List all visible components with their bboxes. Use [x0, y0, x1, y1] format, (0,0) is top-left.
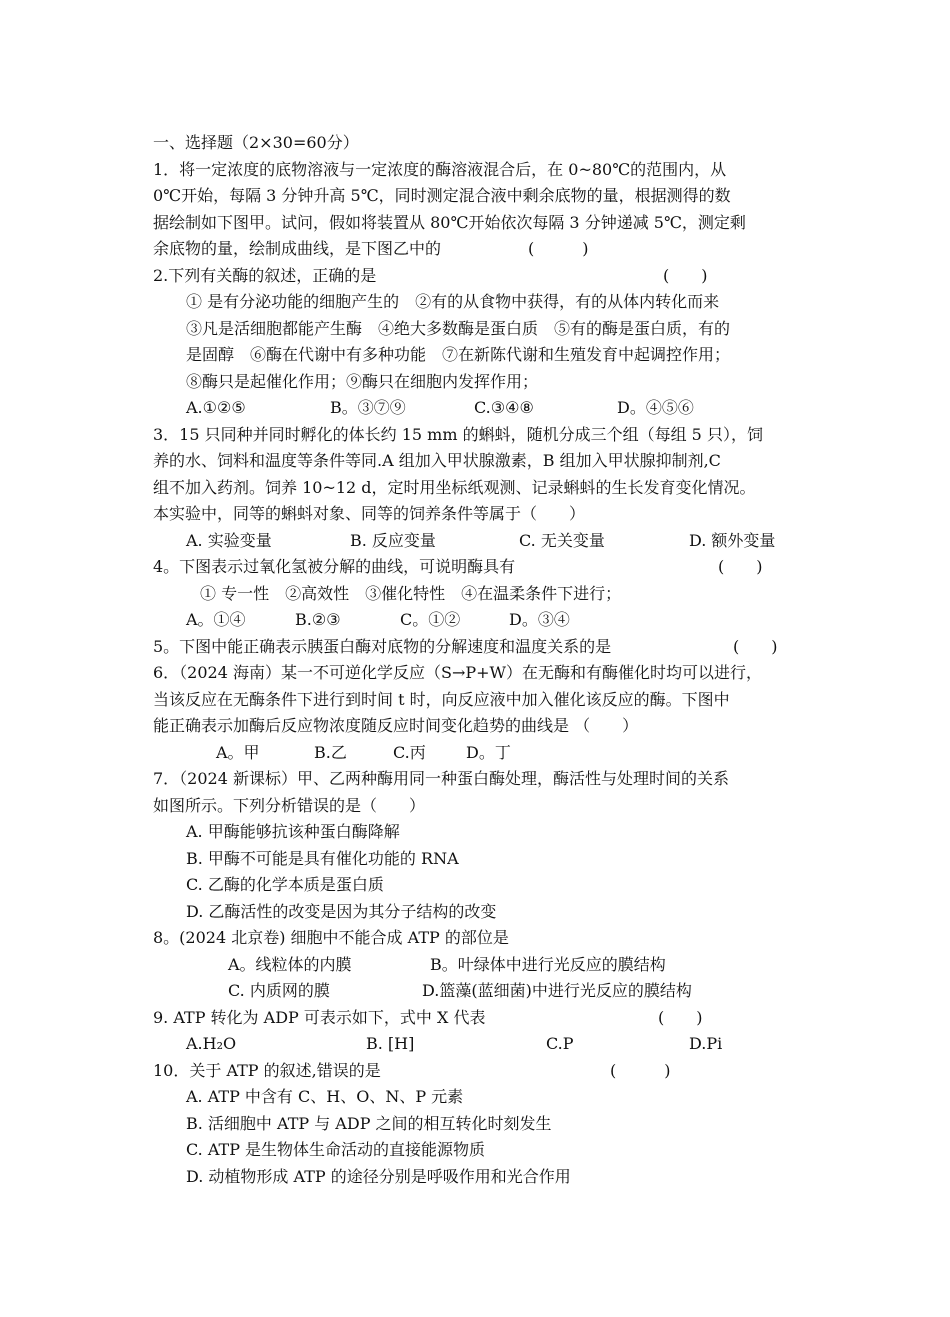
q1-line-3: 据绘制如下图甲。试问，假如将装置从 80℃开始依次每隔 3 分钟递减 5℃，测定剩 [153, 213, 746, 232]
q2-option-c: C.③④⑧ [474, 398, 534, 417]
q3-line-1: 3．15 只同种并同时孵化的体长约 15 mm 的蝌蚪，随机分成三个组（每组 5 只），饲 [153, 425, 763, 444]
q9-option-a: A.H₂O [186, 1034, 237, 1053]
q2-line-1: ① 是有分泌功能的细胞产生的 ②有的从食物中获得，有的从体内转化而来 [186, 292, 720, 311]
q9-option-c: C.P [546, 1034, 574, 1053]
section-heading: 一、选择题（2×30=60分） [153, 133, 359, 152]
q10-option-b: B. 活细胞中 ATP 与 ADP 之间的相互转化时刻发生 [186, 1114, 552, 1133]
q4-answer-paren: ( ) [718, 557, 763, 576]
q2-line-2: ③凡是活细胞都能产生酶 ④绝大多数酶是蛋白质 ⑤有的酶是蛋白质，有的 [186, 319, 731, 338]
q8-option-b: B。叶绿体中进行光反应的膜结构 [430, 955, 666, 974]
q9-stem: 9. ATP 转化为 ADP 可表示如下，式中 X 代表 [153, 1008, 486, 1027]
q10-option-d: D. 动植物形成 ATP 的途径分别是呼吸作用和光合作用 [186, 1167, 571, 1186]
q1-line-1: 1．将一定浓度的底物溶液与一定浓度的酶溶液混合后，在 0~80℃的范围内，从 [153, 160, 727, 179]
q7-line-1: 7．（2024 新课标）甲、乙两种酶用同一种蛋白酶处理，酶活性与处理时间的关系 [153, 769, 729, 788]
q4-option-c: C。①② [400, 610, 461, 629]
q6-option-c: C.丙 [393, 743, 426, 762]
q3-option-a: A. 实验变量 [186, 531, 272, 550]
q2-line-4: ⑧酶只是起催化作用；⑨酶只在细胞内发挥作用； [186, 372, 539, 391]
q7-option-d: D. 乙酶活性的改变是因为其分子结构的改变 [186, 902, 497, 921]
q8-option-c: C. 内质网的膜 [228, 981, 330, 1000]
q10-answer-paren: ( ) [610, 1061, 671, 1080]
q8-option-d: D.篮藻(蓝细菌)中进行光反应的膜结构 [422, 981, 692, 1000]
q6-option-d: D。丁 [466, 743, 511, 762]
q7-line-2: 如图所示。下列分析错误的是（ ） [153, 796, 426, 815]
q4-option-a: A。①④ [186, 610, 246, 629]
q6-line-1: 6．（2024 海南）某一不可逆化学反应（S→P+W）在无酶和有酶催化时均可以进行， [153, 663, 762, 682]
q10-stem: 10．关于 ATP 的叙述,错误的是 [153, 1061, 381, 1080]
q2-answer-paren: ( ) [663, 266, 708, 285]
q3-line-4: 本实验中，同等的蝌蚪对象、同等的饲养条件等属于（ ） [153, 504, 586, 523]
q2-option-b: B。③⑦⑨ [330, 398, 406, 417]
q5-stem: 5。下图中能正确表示胰蛋白酶对底物的分解速度和温度关系的是 [153, 637, 612, 656]
q7-option-b: B. 甲酶不可能是具有催化功能的 RNA [186, 849, 459, 868]
q3-line-3: 组不加入药剂。饲养 10~12 d，定时用坐标纸观测、记录蝌蚪的生长发育变化情况。 [153, 478, 756, 497]
q6-line-3: 能正确表示加酶后反应物浓度随反应时间变化趋势的曲线是 （ ） [153, 716, 639, 735]
q7-option-c: C. 乙酶的化学本质是蛋白质 [186, 875, 384, 894]
q10-option-c: C. ATP 是生物体生命活动的直接能源物质 [186, 1140, 486, 1159]
q3-line-2: 养的水、饲料和温度等条件等同.A 组加入甲状腺激素，B 组加入甲状腺抑制剂,C [153, 451, 721, 470]
q8-option-a: A。线粒体的内膜 [228, 955, 352, 974]
q4-stem: 4。下图表示过氧化氢被分解的曲线，可说明酶具有 [153, 557, 516, 576]
q6-option-a: A。甲 [216, 743, 260, 762]
q1-line-4: 余底物的量，绘制成曲线，是下图乙中的 [153, 239, 442, 258]
q2-stem: 2.下列有关酶的叙述，正确的是 [153, 266, 377, 285]
q3-option-d: D. 额外变量 [689, 531, 776, 550]
q9-option-b: B. [H] [366, 1034, 415, 1053]
q8-stem: 8。(2024 北京卷) 细胞中不能合成 ATP 的部位是 [153, 928, 509, 947]
q2-option-d: D。④⑤⑥ [617, 398, 694, 417]
q3-option-c: C. 无关变量 [519, 531, 605, 550]
q9-answer-paren: ( ) [658, 1008, 703, 1027]
q6-option-b: B.乙 [314, 743, 347, 762]
q9-option-d: D.Pi [689, 1034, 723, 1053]
q4-line: ① 专一性 ②高效性 ③催化特性 ④在温柔条件下进行； [200, 584, 622, 603]
q5-answer-paren: ( ) [733, 637, 778, 656]
q6-line-2: 当该反应在无酶条件下进行到时间 t 时，向反应液中加入催化该反应的酶。下图中 [153, 690, 730, 709]
q2-option-a: A.①②⑤ [186, 398, 246, 417]
q1-line-2: 0℃开始，每隔 3 分钟升高 5℃，同时测定混合液中剩余底物的量，根据测得的数 [153, 186, 731, 205]
q1-answer-paren: ( ) [528, 239, 589, 258]
q2-line-3: 是固醇 ⑥酶在代谢中有多种功能 ⑦在新陈代谢和生殖发育中起调控作用； [186, 345, 731, 364]
q4-option-b: B.②③ [295, 610, 341, 629]
q7-option-a: A. 甲酶能够抗该种蛋白酶降解 [186, 822, 400, 841]
q10-option-a: A. ATP 中含有 C、H、O、N、P 元素 [186, 1087, 464, 1106]
q3-option-b: B. 反应变量 [350, 531, 436, 550]
q4-option-d: D。③④ [509, 610, 570, 629]
